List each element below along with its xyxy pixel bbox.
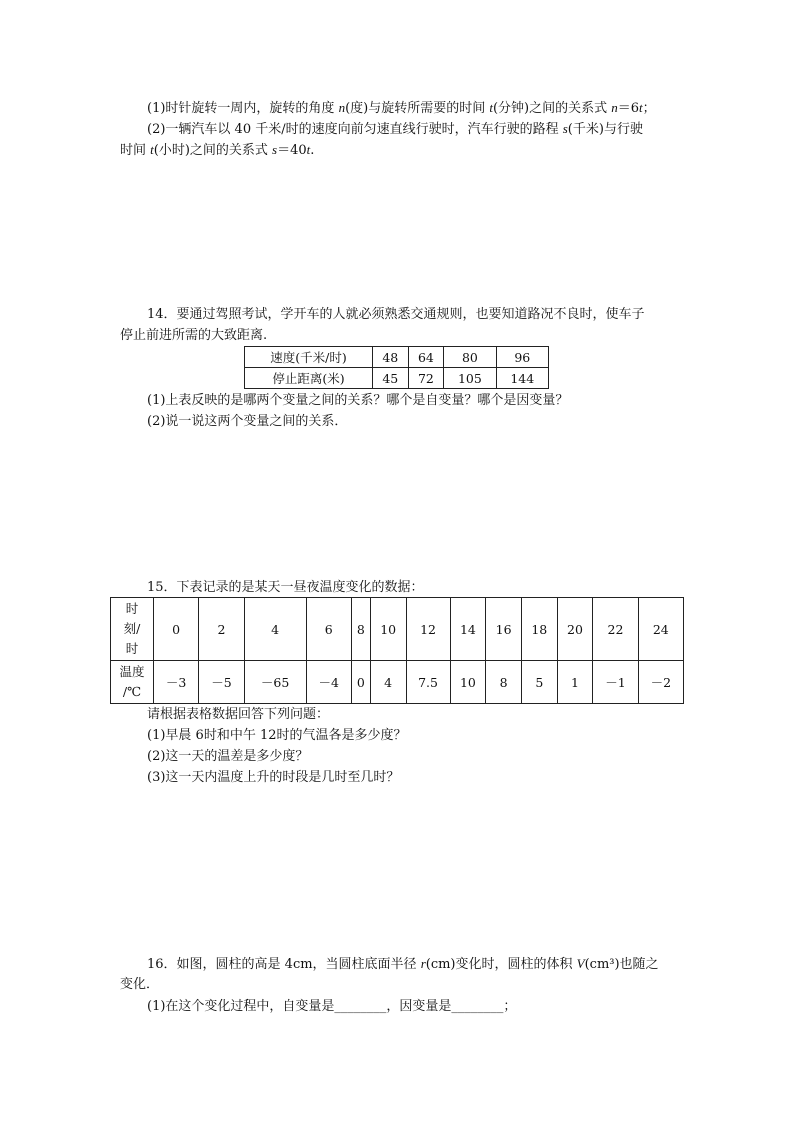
table-cell: 5: [521, 661, 557, 704]
q15-prompt: 请根据表格数据回答下列问题：: [147, 707, 330, 722]
row-label-time: 时 刻/ 时: [111, 598, 154, 661]
table-cell: 105: [444, 368, 496, 389]
q15-subquestion-1: (1)早晨 6时和中午 12时的气温各是多少度？: [147, 728, 407, 743]
table-cell: 64: [408, 347, 444, 368]
table-cell: －1: [593, 661, 638, 704]
table-cell: 0: [154, 598, 199, 661]
table-cell: －4: [306, 661, 351, 704]
table-cell: －3: [154, 661, 199, 704]
q14-subquestion-2: (2)说一说这两个变量之间的关系．: [147, 414, 348, 429]
q13-part2-line1: (2)一辆汽车以 40 千米/时的速度向前匀速直线行驶时，汽车行驶的路程 s(千米)与行驶: [147, 121, 643, 137]
q16-stem-line2: 变化．: [120, 977, 160, 992]
table-cell: 8: [351, 598, 370, 661]
table-cell: 8: [486, 661, 522, 704]
table-cell: 1: [557, 661, 593, 704]
table-cell: －65: [244, 661, 306, 704]
q14-stem-line2: 停止前进所需的大致距离.: [120, 328, 268, 343]
table-cell: 72: [408, 368, 444, 389]
q13-part2-line2: 时间 t(小时)之间的关系式 s＝40t.: [120, 142, 315, 158]
table-cell: 24: [638, 598, 683, 661]
q14-subquestion-1: (1)上表反映的是哪两个变量之间的关系？哪个是自变量？哪个是因变量？: [147, 393, 569, 408]
table-cell: 10: [370, 598, 406, 661]
q14-speed-distance-table: [244, 346, 549, 389]
table-cell: 4: [244, 598, 306, 661]
table-cell: －5: [199, 661, 244, 704]
table-cell: 80: [444, 347, 496, 368]
table-cell: 20: [557, 598, 593, 661]
table-cell: 45: [373, 368, 409, 389]
table-cell: 48: [373, 347, 409, 368]
table-row: [111, 661, 684, 704]
table-row: [245, 347, 549, 368]
table-cell: 10: [450, 661, 486, 704]
q15-subquestion-3: (3)这一天内温度上升的时段是几时至几时？: [147, 770, 400, 785]
table-cell: 2: [199, 598, 244, 661]
table-cell: 18: [521, 598, 557, 661]
table-cell: 144: [496, 368, 548, 389]
table-cell: 96: [496, 347, 548, 368]
q14-stem-line1: 14．要通过驾照考试，学开车的人就必须熟悉交通规则，也要知道路况不良时，使车子: [147, 307, 645, 322]
row-label-temperature: 温度 /℃: [111, 661, 154, 704]
q15-temperature-table: [110, 597, 684, 704]
table-cell: 16: [486, 598, 522, 661]
q15-subquestion-2: (2)这一天的温差是多少度？: [147, 749, 309, 764]
table-row: [245, 368, 549, 389]
table-cell: 12: [406, 598, 450, 661]
table-row: [111, 598, 684, 661]
row-label-speed: 速度(千米/时): [245, 347, 373, 368]
table-cell: 7.5: [406, 661, 450, 704]
table-cell: 6: [306, 598, 351, 661]
table-cell: 14: [450, 598, 486, 661]
q13-part1: (1)时针旋转一周内，旋转的角度 n(度)与旋转所需要的时间 t(分钟)之间的关系式 n＝6t；: [147, 100, 656, 116]
table-cell: 0: [351, 661, 370, 704]
table-cell: －2: [638, 661, 683, 704]
q16-subquestion-1: (1)在这个变化过程中，自变量是________，因变量是________；: [147, 999, 517, 1014]
q15-intro: 15．下表记录的是某天一昼夜温度变化的数据：: [147, 580, 424, 595]
table-cell: 22: [593, 598, 638, 661]
q16-stem-line1: 16．如图，圆柱的高是 4cm，当圆柱底面半径 r(cm)变化时，圆柱的体积 V(cm³)也随之: [147, 956, 659, 972]
row-label-distance: 停止距离(米): [245, 368, 373, 389]
table-cell: 4: [370, 661, 406, 704]
